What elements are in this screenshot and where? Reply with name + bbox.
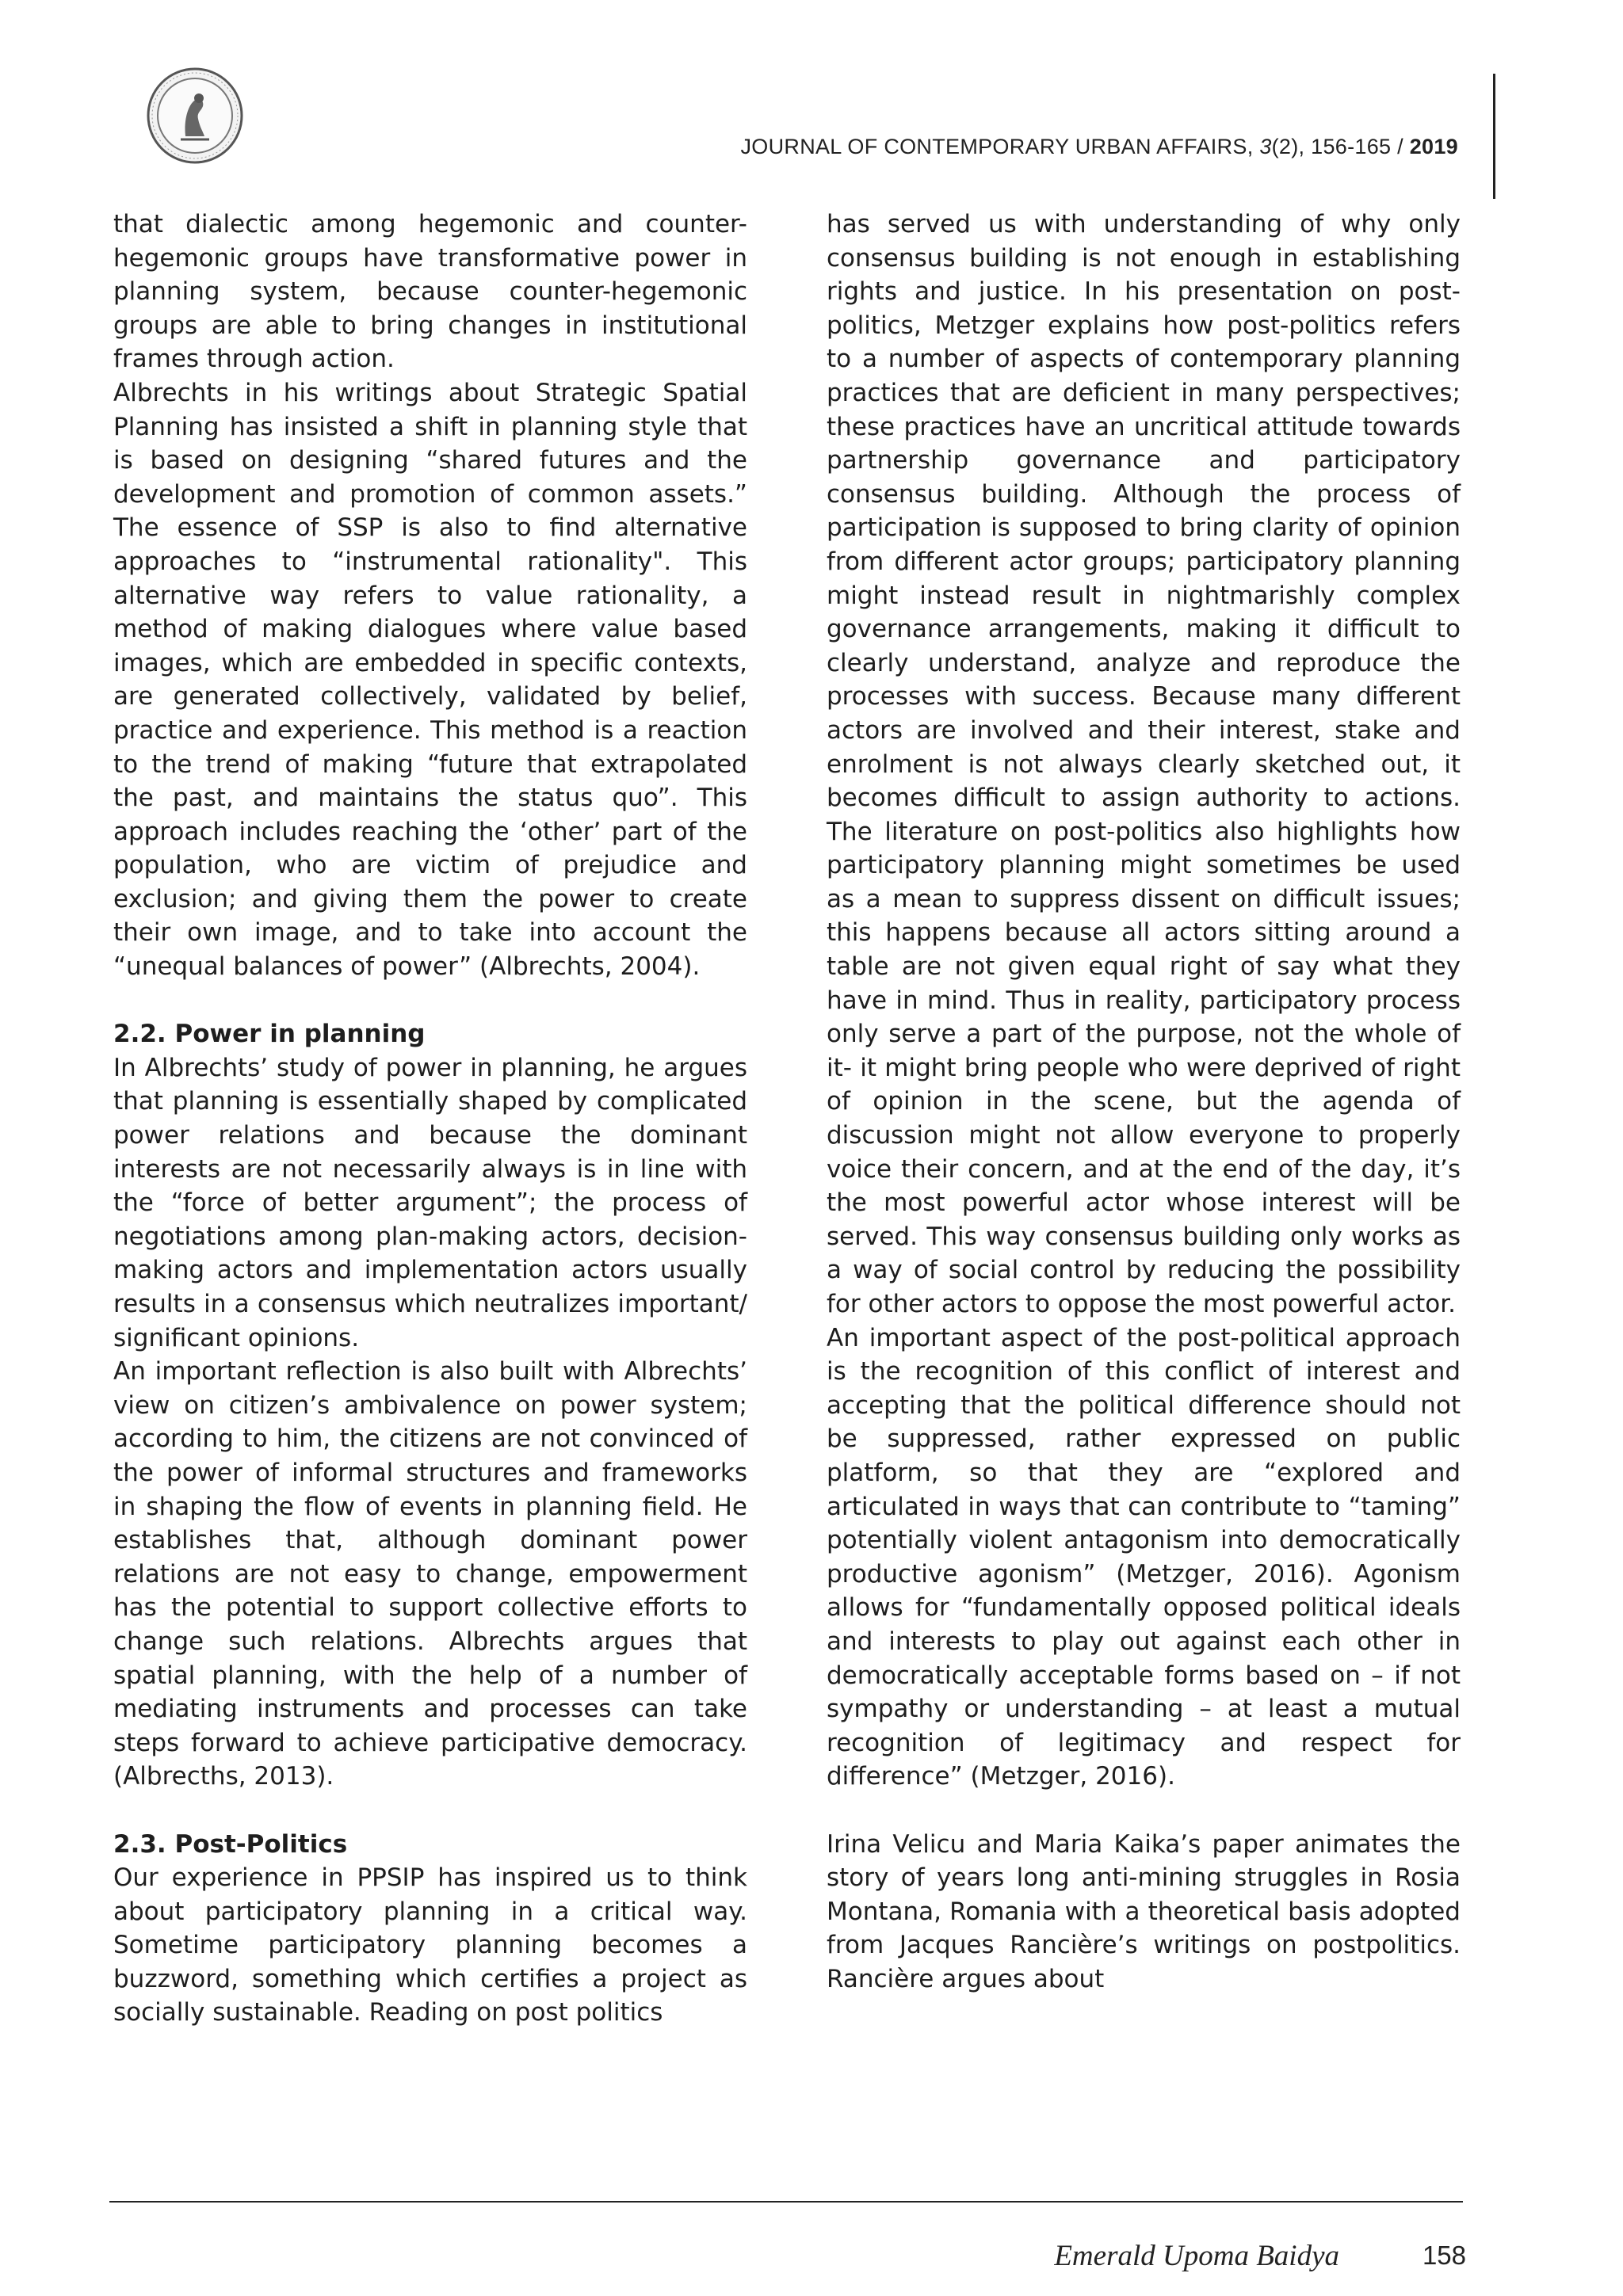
paragraph: has served us with understanding of why only consensus building is not enough in establishing rights and justice. In his presentation on post-politics, Metzger explains how post-politics refers to a number of aspects of contemporary planning practices that are deficient in many perspectives; these practices have an uncritical attitude towards partnership governance and participatory consensus building. Although the process of participation is supposed to bring clarity of opinion from different actor groups; participatory planning might instead result in nightmarishly complex governance arrangements, making it difficult to clearly understand, analyze and reproduce the processes with success. Because many different actors are involved and their interest, stake and enrolment is not always clearly sketched out, it becomes difficult to assign authority to actions. The literature on post-politics also highlights how participatory planning might sometimes be used as a mean to suppress dissent on difficult issues; this happens because all actors sitting around a table are not given equal right of say what they have in mind. Thus in reality, participatory process only serve a part of the purpose, not the whole of it- it might bring people who were deprived of right of opinion in the scene, but the agenda of discussion might not allow everyone to properly voice their concern, and at the end of the day, it’s the most powerful actor whose interest will be served. This way consensus building only works as a way of social control by reducing the possibility for other actors to oppose the most powerful actor.	[827, 210, 1461, 1318]
journal-seal-icon	[146, 67, 244, 165]
left-column	[113, 208, 747, 2030]
section-heading-post-politics: 2.3. Post-Politics	[113, 1829, 348, 1859]
paragraph: An important reflection is also built with Albrechts’ view on citizen’s ambivalence on power system; according to him, the citizens are not convinced of the power of informal structures and frameworks in shaping the flow of events in planning field. He establishes that, although dominant power relations are not easy to change, empowerment has the potential to support collective efforts to change such relations. Albrechts argues that spatial planning, with the help of a number of mediating instruments and processes can take steps forward to achieve participative democracy. (Albrecths, 2013).	[113, 1357, 747, 1791]
paragraph: that dialectic among hegemonic and counter-hegemonic groups have transformative power in planning system, because counter-hegemonic groups are able to bring changes in institutional frames through action.	[113, 210, 747, 374]
footer-rule	[109, 2201, 1463, 2203]
footer-author: Emerald Upoma Baidya	[1054, 2240, 1339, 2272]
paragraph: Irina Velicu and Maria Kaika’s paper animates the story of years long anti-mining struggles in Rosia Montana, Romania with a theoretical basis adopted from Jacques Rancière’s writings on postpolitics. Rancière argues about	[827, 1829, 1461, 1993]
right-column	[827, 208, 1461, 1996]
paragraph: An important aspect of the post-political approach is the recognition of this conflict of interest and accepting that the political difference should not be suppressed, rather expressed on public platform, so that they are “explored and articulated in ways that can contribute to “taming” potentially violent antagonism into democratically productive agonism” (Metzger, 2016). Agonism allows for “fundamentally opposed political ideals and interests to play out against each other in democratically acceptable forms based on – if not sympathy or understanding – at least a mutual recognition of legitimacy and respect for difference” (Metzger, 2016).	[827, 1323, 1461, 1791]
paragraph: Albrechts in his writings about Strategic Spatial Planning has insisted a shift in planning style that is based on designing “shared futures and the development and promotion of common assets.” The essence of SSP is also to find alternative approaches to “instrumental rationality". This alternative way refers to value rationality, a method of making dialogues where value based images, which are embedded in specific contexts, are generated collectively, validated by belief, practice and experience. This method is a reaction to the trend of making “future that extrapolated the past, and maintains the status quo”. This approach includes reaching the ‘other’ part of the population, who are victim of prejudice and exclusion; and giving them the power to create their own image, and to take into account the “unequal balances of power” (Albrechts, 2004).	[113, 378, 747, 982]
journal-header: JOURNAL OF CONTEMPORARY URBAN AFFAIRS, 3(2), 156-165 / 2019	[740, 135, 1458, 158]
page-number: 158	[1422, 2241, 1466, 2270]
section-heading-power-in-planning: 2.2. Power in planning	[113, 1020, 426, 1049]
header-vertical-rule	[1493, 74, 1495, 199]
paragraph: Our experience in PPSIP has inspired us to think about participatory planning in a critical way. Sometime participatory planning becomes a buzzword, something which certifies a project as socially sustainable. Reading on post politics	[113, 1863, 747, 2027]
paragraph: In Albrechts’ study of power in planning, he argues that planning is essentially shaped by complicated power relations and because the dominant interests are not necessarily always is in line with the “force of better argument”; the process of negotiations among plan-making actors, decision-making actors and implementation actors usually results in a consensus which neutralizes important/ significant opinions.	[113, 1053, 747, 1352]
